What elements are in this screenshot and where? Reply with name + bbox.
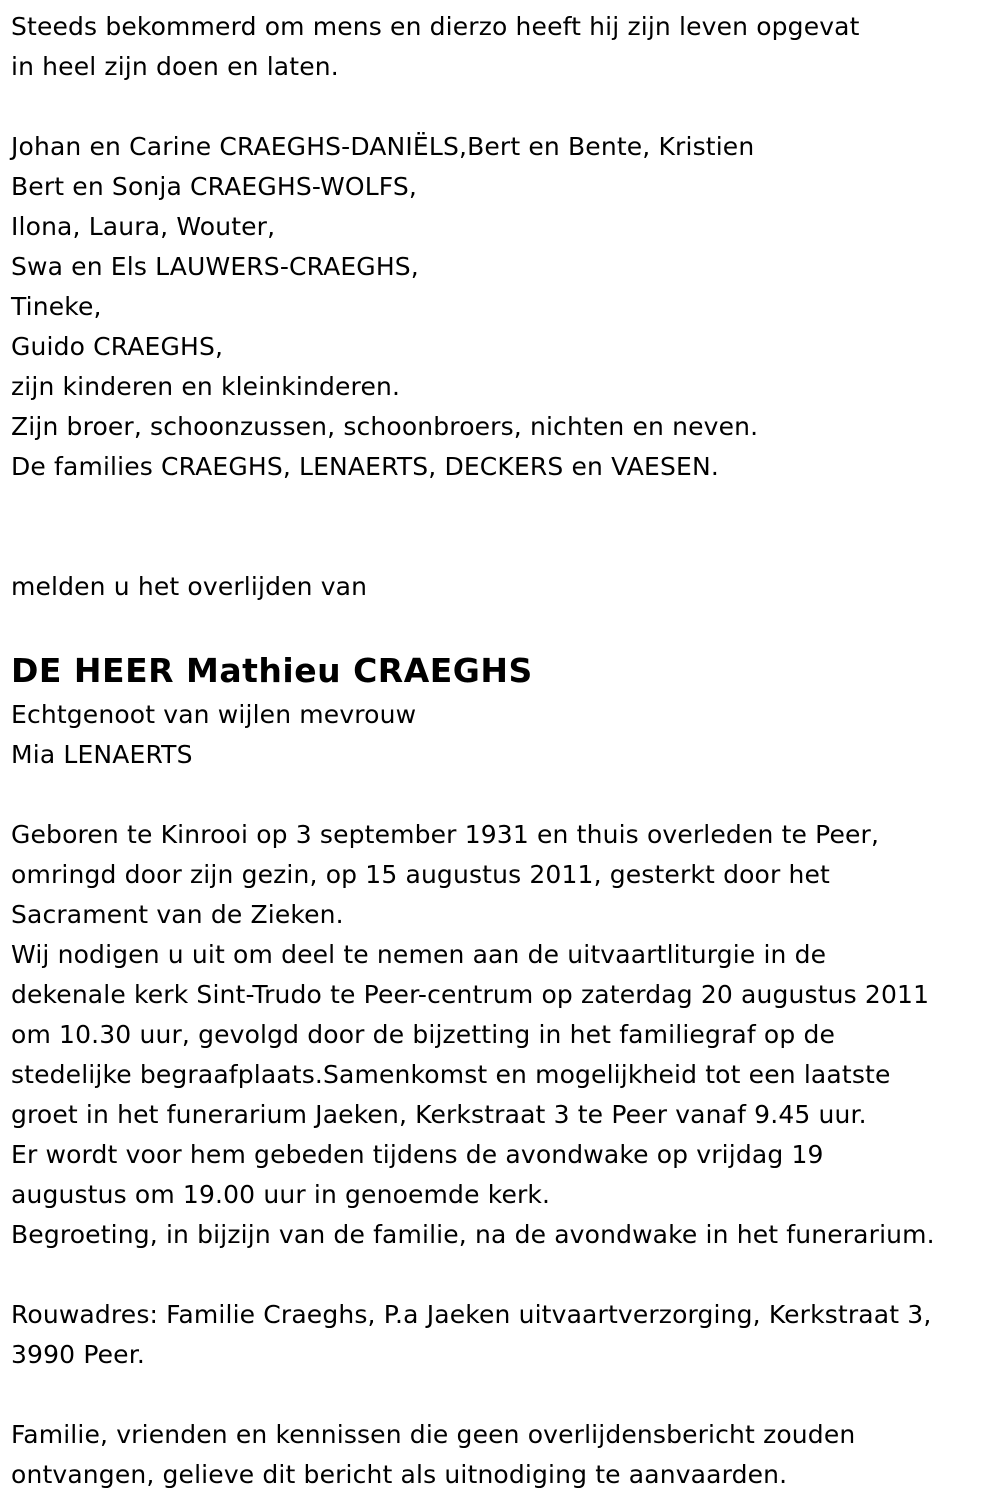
address-line: 3990 Peer. (11, 1340, 145, 1369)
detail-line: Geboren te Kinrooi op 3 september 1931 en thuis overleden te Peer, (11, 820, 880, 849)
detail-line: augustus om 19.00 uur in genoemde kerk. (11, 1180, 551, 1209)
announcement-text: melden u het overlijden van (11, 572, 368, 601)
family-line: Zijn broer, schoonzussen, schoonbroers, nichten en neven. (11, 412, 759, 441)
detail-line: Wij nodigen u uit om deel te nemen aan de uitvaartliturgie in de (11, 940, 827, 969)
family-line: Bert en Sonja CRAEGHS-WOLFS, (11, 172, 417, 201)
detail-line: stedelijke begraafplaats.Samenkomst en mogelijkheid tot een laatste (11, 1060, 891, 1089)
detail-line: groet in het funerarium Jaeken, Kerkstraat 3 te Peer vanaf 9.45 uur. (11, 1100, 867, 1129)
obituary-document (11, 7, 991, 1495)
opening-line: in heel zijn doen en laten. (11, 52, 339, 81)
family-line: zijn kinderen en kleinkinderen. (11, 372, 401, 401)
spouse-info (11, 695, 991, 775)
opening-verse (11, 7, 991, 87)
closing-note (11, 1415, 991, 1495)
spouse-line: Echtgenoot van wijlen mevrouw (11, 700, 417, 729)
opening-line: Steeds bekommerd om mens en dierzo heeft hij zijn leven opgevat (11, 12, 860, 41)
detail-line: dekenale kerk Sint-Trudo te Peer-centrum op zaterdag 20 augustus 2011 (11, 980, 930, 1009)
closing-line: Familie, vrienden en kennissen die geen overlijdensbericht zouden (11, 1420, 856, 1449)
family-line: Ilona, Laura, Wouter, (11, 212, 276, 241)
deceased-name: DE HEER Mathieu CRAEGHS (11, 651, 533, 690)
detail-line: om 10.30 uur, gevolgd door de bijzetting in het familiegraf op de (11, 1020, 836, 1049)
family-line: Tineke, (11, 292, 102, 321)
detail-line: omringd door zijn gezin, op 15 augustus 2011, gesterkt door het (11, 860, 830, 889)
family-list (11, 127, 991, 487)
mourning-address (11, 1295, 991, 1375)
family-line: Johan en Carine CRAEGHS-DANIËLS,Bert en Bente, Kristien (11, 132, 755, 161)
detail-line: Er wordt voor hem gebeden tijdens de avondwake op vrijdag 19 (11, 1140, 824, 1169)
family-line: De families CRAEGHS, LENAERTS, DECKERS en VAESEN. (11, 452, 719, 481)
address-line: Rouwadres: Familie Craeghs, P.a Jaeken uitvaartverzorging, Kerkstraat 3, (11, 1300, 932, 1329)
closing-line: ontvangen, gelieve dit bericht als uitnodiging te aanvaarden. (11, 1460, 788, 1489)
detail-line: Sacrament van de Zieken. (11, 900, 344, 929)
spouse-line: Mia LENAERTS (11, 740, 193, 769)
detail-line: Begroeting, in bijzijn van de familie, na de avondwake in het funerarium. (11, 1220, 935, 1249)
family-line: Guido CRAEGHS, (11, 332, 224, 361)
funeral-details (11, 815, 991, 1255)
family-line: Swa en Els LAUWERS-CRAEGHS, (11, 252, 419, 281)
